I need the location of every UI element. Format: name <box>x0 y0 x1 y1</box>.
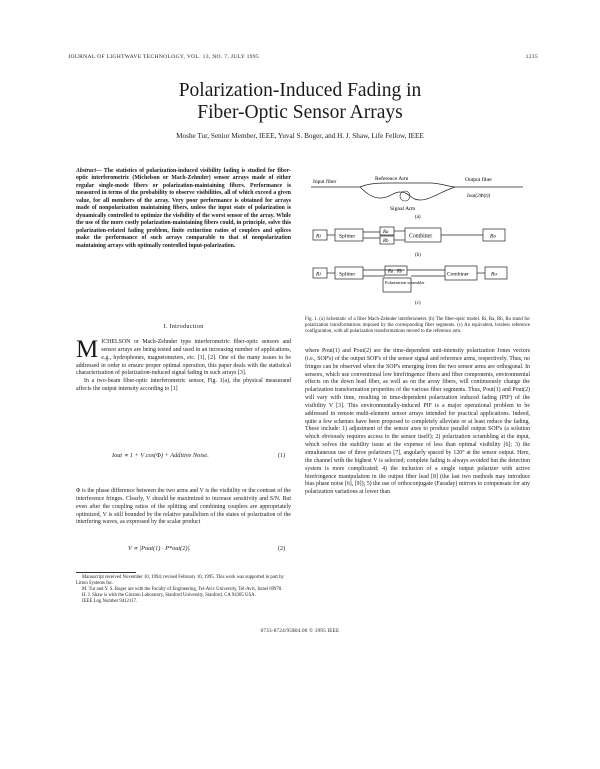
output-transform-label: Ro <box>490 233 497 240</box>
equation-2-number: (2) <box>278 545 286 552</box>
intro-paragraph-3: Φ is the phase difference between the two arms and V is the visibility or the contrast of the interference fringes. Clearly, V should be maximized to increase sensitivity and S/N. But even after the coupling ratios of the splitting and combining couplers are appropriately optimized, V is still bounded by the relative parallelism of the states of polarization of the interfering waves, as expressed by the scalar product <box>76 488 291 526</box>
combiner-label-c: Combiner <box>447 271 469 278</box>
combiner-label-b: Combiner <box>409 233 433 240</box>
running-header: JOURNAL OF LIGHTWAVE TECHNOLOGY, VOL. 13, NO. 7, JULY 1995 <box>68 54 259 60</box>
reference-arm-label: Reference Arm <box>375 176 409 182</box>
authors: Moshe Tur, Senior Member, IEEE, Yuval S. Boger, and H. J. Shaw, Life Fellow, IEEE <box>176 132 424 140</box>
figure-label-b: (b) <box>415 253 421 258</box>
footnote-log-number: IEEE Log Number 9412117. <box>82 599 138 604</box>
output-transform-label-c: Ro <box>491 271 498 278</box>
footnotes <box>76 575 291 605</box>
intro-paragraph-2: In a two-beam fiber-optic interferometric sensor, Fig. 1(a), the physical measurand affects the output intensity according to [1] <box>76 378 291 393</box>
footnote-affiliation-2: H. J. Shaw is with the Ginzton Laboratory, Stanford University, Stanford, CA 94305 USA. <box>82 593 256 598</box>
splitter-label-c: Splitter <box>339 271 356 278</box>
combined-transform-label-b: Rb <box>397 269 403 275</box>
right-column-text: where Pout(1) and Pout(2) are the time-dependent unit-intensity polarization Jones vectors (i.e., SOP's) of the output SOP's of the sensor signal and reference arms, respectively. Thus, no fringes can be observed when the SOP's emerging from the two sensor arms are orthogonal. In sensors, which use conventional low birefringence fibers and fiber components, environmental effects on the down lead fiber, as well as on the array fibers, will continuously change the polarization transformation properties of the various fiber segments. Thus, Pout(1) and Pout(2) will vary with time, resulting in time-dependent polarization induced fading (PIF) of the visibility V [3]. This environmentally-induced PIF is a major operational problem to be addressed in remote multi-element sensor arrays intended for practical applications. Indeed, quite a few schemes have been proposed to completely alleviate or at least reduce the fading. These include: 1) adjustment of the sensor axes to produce parallel output SOP's (a solution which obviously requires access to the sensor itself); 2) polarization scrambling at the input, which solves the stability issue at the expense of less than optimal visibility [6]; 3) the simultaneous use of three polarizers [7], angularly spaced by 120° at the sensor output. Here, the channel with the highest V is selected; complete fading is always avoided but the detection system is more complicated; 4) the inclusion of a single output polarizer with active birefringence manipulation in the output fiber lead [8] (the last two methods may introduce bias phase noise [6], [9]); 5) the use of orthoconjugate (Faraday) mirrors to compensate for any polarization variations at lower than <box>305 348 530 496</box>
figure-1b-model <box>313 227 505 258</box>
section-heading-introduction: I. Introduction <box>163 323 204 330</box>
page-identifier: 0733-8724/95$04.00 © 1995 IEEE <box>260 628 340 634</box>
input-transform-label-c: Ri <box>316 271 321 278</box>
footnote-rule <box>76 572 136 573</box>
sensing-coil <box>400 191 410 201</box>
drop-cap: M <box>76 336 99 363</box>
reference-arm-path <box>360 183 455 187</box>
arm-a-transform-label: Ra <box>383 230 389 235</box>
abstract <box>76 168 291 250</box>
figure-label-a: (a) <box>415 215 421 220</box>
input-transform-label: Ri <box>316 233 321 240</box>
figure-1 <box>305 170 535 310</box>
output-fiber-label: Output fiber <box>465 177 493 183</box>
splitter-label-b: Splitter <box>339 233 356 240</box>
paper-title-line-2: Fiber-Optic Sensor Arrays <box>197 102 403 123</box>
equation-2: V ∝ |Pout(1) · P*out(2)|. <box>128 545 191 552</box>
footnote-affiliation-1: M. Tur and Y. S. Boger are with the Faculty of Engineering, Tel-Aviv University, Tel-Aviv, Israel 69978. <box>82 587 283 592</box>
combined-transform-label-a: Ra <box>388 269 394 275</box>
equation-1: Iout ∝ 1 + V cos(Φ) + Additive Noise. <box>112 452 209 459</box>
page-number: 1235 <box>525 54 538 60</box>
equation-1-number: (1) <box>278 452 286 459</box>
introduction-paragraphs <box>76 336 291 394</box>
figure-1a-schematic <box>311 175 523 220</box>
arm-b-transform-label: Rb <box>383 239 389 244</box>
abstract-label: Abstract— <box>76 168 102 174</box>
footnote-received: Manuscript received November 10, 1994; revised February 10, 1995. This work was supported in part by Litton Systems Inc. <box>76 575 284 586</box>
intro-paragraph-1: ICHELSON or Mach-Zehnder type interferometric fiber-optic sensors and sensor arrays are being tested and used in an increasing number of applications, e.g., hydrophones, magnetometers, etc. [1], [2]. One of the many issues to be addressed in order to ensure proper optimal operation, this paper deals with the statistical characterization of polarization-induced signal fading in such arrays [3]. <box>76 339 291 377</box>
output-intensity-formula: Iout(2Φ(t)) <box>467 193 491 199</box>
signal-arm-label: Signal Arm <box>390 206 416 212</box>
abstract-text: The statistics of polarization-induced visibility fading is studied for fiber-optic interferometric (Michelson or Mach-Zehnder) sensor arrays made of either regular single-mode fibers or polarization-maintaining fibers. Performance is measured in terms of the probability to observe visibilities, all of which exceed a given value, for all members of the array. Very poor performance is obtained for arrays made of nonpolarization maintaining fibers, unless the input state of polarization is dynamically controlled to optimize the visibility of the worst sensor of the array. While the use of the more costly polarization-maintaining fibers could, in principle, solve this polarization-related fading problem, finite extinction ratios of couplers and splices make the performance of such arrays comparable to that of nonpolarization maintaining arrays with optimally controlled input-polarization. <box>76 168 291 249</box>
figure-label-c: (c) <box>415 301 421 306</box>
figure-1-caption: Fig. 1. (a) Schematic of a fiber Mach-Zehnder interferometer. (b) The fiber-optic model. Ri, Ra, Rb, Ro stand for polarization transformations imposed by the corresponding fiber segments. (c) An equivalent, lossless reference configuration, with all polarization transformations moved to the reference arm. <box>305 317 530 334</box>
polarization-scrambler-label: Polarization scrambler <box>385 280 425 285</box>
figure-1c-equivalent <box>313 266 507 306</box>
input-fiber-label: Input fiber <box>313 179 337 185</box>
paper-title-line-1: Polarization-Induced Fading in <box>178 80 422 101</box>
signal-arm-coil <box>360 187 455 200</box>
